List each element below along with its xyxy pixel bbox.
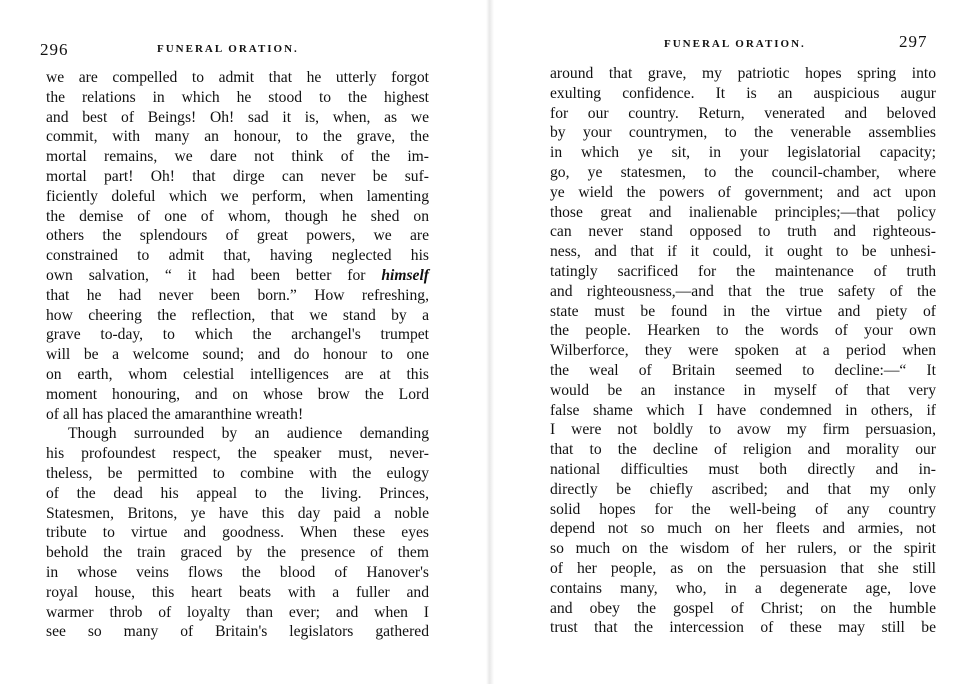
text-line-content: commit, with many an honour, to the grave, the (46, 128, 429, 146)
right-page-body (550, 64, 936, 638)
text-line-content: own salvation, “ it had been better for (46, 266, 382, 284)
right-running-title: FUNERAL ORATION. (664, 38, 806, 50)
text-line-content: will be a welcome sound; and do honour to one (46, 346, 429, 364)
text-line-content: the weal of Britain seemed to decline:—“ It (550, 361, 936, 379)
right-page (490, 0, 980, 684)
text-line (46, 444, 429, 464)
text-line-content: would be an instance in myself of that very (550, 381, 936, 399)
text-line (46, 147, 429, 167)
text-line (46, 563, 429, 583)
text-line-content: royal house, this heart beats with a fuller and (46, 583, 429, 601)
text-line-content: of her people, as on the persuasion that she still (550, 559, 936, 577)
text-line (550, 519, 936, 539)
text-line (550, 341, 936, 361)
text-line (46, 167, 429, 187)
text-line (46, 464, 429, 484)
text-line (550, 302, 936, 322)
text-line-content: of the dead his appeal to the living. Princes, (46, 484, 429, 502)
text-line-content: grave to-day, to which the archangel's trumpet (46, 326, 429, 344)
text-line-content: ye wield the powers of government; and act upon (550, 183, 936, 201)
text-line-content: that to the decline of religion and morality our (550, 441, 936, 459)
text-line (46, 325, 429, 345)
text-line (46, 603, 429, 623)
text-line (550, 262, 936, 282)
emphasized-word: himself (381, 266, 429, 284)
text-line-content: of all has placed the amaranthine wreath! (46, 405, 304, 423)
text-line-content: and best of Beings! Oh! sad it is, when, as we (46, 108, 429, 126)
text-line-content: Though surrounded by an audience demanding (68, 425, 429, 443)
text-line-content: mortal remains, we dare not think of the im- (46, 148, 429, 166)
text-line (550, 222, 936, 242)
text-line (46, 622, 429, 642)
text-line-content: go, ye statesmen, to the council-chamber, where (550, 163, 936, 181)
text-line (550, 143, 936, 163)
text-line (550, 401, 936, 421)
text-line (46, 385, 429, 405)
text-line-content: see so many of Britain's legislators gathered (46, 623, 429, 641)
text-line (550, 282, 936, 302)
left-page-header (0, 36, 490, 59)
right-page-header (490, 32, 980, 56)
text-line-content: I were not boldly to avow my firm persuasion, (550, 421, 936, 439)
text-line-content: and obey the gospel of Christ; on the humble (550, 599, 936, 617)
text-line (46, 543, 429, 563)
text-line-content: for our country. Return, venerated and beloved (550, 104, 936, 122)
text-line-content: depend not so much on her fleets and armies, not (550, 520, 936, 538)
right-page-number: 297 (899, 32, 928, 51)
text-line-content: Statesmen, Britons, ye have this day paid a noble (46, 504, 429, 522)
text-line-content: we are compelled to admit that he utterly forgot (46, 69, 429, 86)
text-line (46, 583, 429, 603)
text-line (46, 306, 429, 326)
text-line-content: that he had never been born.” How refreshing, (46, 286, 429, 304)
text-line (550, 104, 936, 124)
text-line (46, 127, 429, 147)
text-line (550, 203, 936, 223)
text-line-content: national difficulties must both directly and in- (550, 460, 936, 478)
text-line-content: the people. Hearken to the words of your own (550, 322, 936, 340)
text-line (550, 163, 936, 183)
text-line (46, 187, 429, 207)
text-line (550, 579, 936, 599)
text-line-content: warmer throb of loyalty than ever; and when I (46, 603, 429, 621)
text-line (550, 539, 936, 559)
text-line-content: ficiently doleful which we perform, when lamenting (46, 187, 429, 205)
text-line (46, 504, 429, 524)
text-line (46, 108, 429, 128)
text-line-content: how cheering the reflection, that we stand by a (46, 306, 429, 324)
text-line-content: around that grave, my patriotic hopes spring into (550, 65, 936, 82)
text-line-content: moment honouring, and on whose brow the Lord (46, 385, 429, 403)
left-page-number: 296 (40, 40, 69, 59)
text-line-content: solid hopes for the well-being of any country (550, 500, 936, 518)
text-line (46, 246, 429, 266)
text-line-content: in whose veins flows the blood of Hanover's (46, 563, 429, 581)
text-line-content: ness, and that if it could, it ought to be unhesi- (550, 243, 936, 261)
text-line-content: contains many, who, in a degenerate age, love (550, 579, 936, 597)
text-line-content: those great and inalienable principles;—that policy (550, 203, 936, 221)
text-line (46, 424, 429, 444)
text-line-content: behold the train graced by the presence of them (46, 544, 429, 562)
text-line-content: Wilberforce, they were spoken at a period when (550, 342, 936, 360)
text-line (46, 88, 429, 108)
text-line (550, 500, 936, 520)
text-line (46, 266, 429, 286)
text-line-content: false shame which I have condemned in others, if (550, 401, 936, 419)
text-line-content: state must be found in the virtue and piety of (550, 302, 936, 320)
text-line (46, 345, 429, 365)
text-line (46, 286, 429, 306)
text-line-content: theless, be permitted to combine with the eulogy (46, 464, 429, 482)
text-line (46, 207, 429, 227)
text-line-content: so much on the wisdom of her rulers, or the spirit (550, 540, 936, 558)
text-line (550, 361, 936, 381)
text-line (46, 523, 429, 543)
text-line (46, 365, 429, 385)
text-line-content: the demise of one of whom, though he shed on (46, 207, 429, 225)
text-line-content: can never stand opposed to truth and righteous- (550, 223, 936, 241)
text-line (550, 84, 936, 104)
text-line (550, 381, 936, 401)
text-line (550, 440, 936, 460)
left-page-body (46, 68, 429, 642)
text-line (46, 484, 429, 504)
text-line (550, 242, 936, 262)
text-line (46, 405, 429, 425)
text-line-content: and righteousness,—and that the true safety of the (550, 282, 936, 300)
text-line-content: trust that the intercession of these may still be (550, 619, 936, 637)
text-line (550, 123, 936, 143)
text-line (550, 618, 936, 638)
left-running-title: FUNERAL ORATION. (157, 43, 299, 55)
text-line (46, 68, 429, 88)
text-line (550, 599, 936, 619)
text-line-content: his profoundest respect, the speaker must, never- (46, 445, 429, 463)
text-line-content: the relations in which he stood to the highest (46, 88, 429, 106)
text-line (550, 420, 936, 440)
text-line-content: mortal part! Oh! that dirge can never be suf- (46, 167, 429, 185)
text-line (550, 321, 936, 341)
text-line-content: exulting confidence. It is an auspicious augur (550, 84, 936, 102)
text-line-content: directly be chiefly ascribed; and that my only (550, 480, 936, 498)
text-line-content: in which ye sit, in your legislatorial capacity; (550, 144, 936, 162)
text-line (550, 480, 936, 500)
text-line (550, 64, 936, 84)
text-line-content: on earth, whom celestial intelligences are at this (46, 365, 429, 383)
text-line-content: tatingly sacrificed for the maintenance of truth (550, 262, 936, 280)
text-line (550, 460, 936, 480)
text-line-content: constrained to admit that, having neglected his (46, 247, 429, 265)
text-line (550, 183, 936, 203)
text-line-content: by your countrymen, to the venerable assemblies (550, 124, 936, 142)
text-line-content: others the splendours of great powers, we are (46, 227, 429, 245)
text-line (46, 226, 429, 246)
text-line (550, 559, 936, 579)
text-line-content: tribute to virtue and goodness. When these eyes (46, 524, 429, 542)
